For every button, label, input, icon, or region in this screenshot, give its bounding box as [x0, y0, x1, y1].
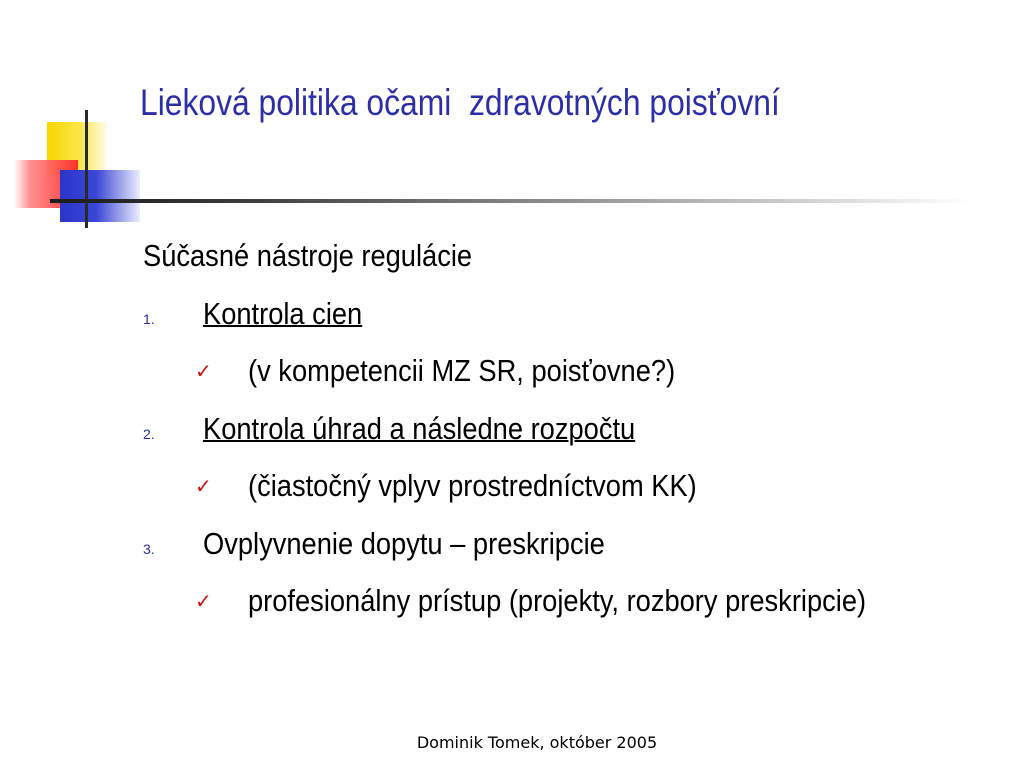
sub-item-3	[143, 583, 1013, 641]
list-item-2	[143, 411, 1013, 469]
intro-row	[143, 238, 1013, 296]
intro-text: Súčasné nástroje regulácie	[143, 238, 473, 273]
sub-item-2	[143, 468, 1013, 526]
check-icon: ✓	[195, 361, 212, 383]
blue-square	[60, 170, 140, 222]
list-number: 1.	[143, 310, 155, 327]
list-item-3	[143, 526, 1013, 584]
vertical-divider	[85, 110, 88, 228]
title-underline-divider	[50, 199, 970, 203]
sub-item-text: (čiastočný vplyv prostredníctvom KK)	[248, 468, 697, 503]
list-item-label: Kontrola úhrad a následne rozpočtu	[203, 410, 636, 446]
sub-item-1	[143, 353, 1013, 411]
check-icon: ✓	[195, 476, 212, 498]
list-number: 2.	[143, 425, 155, 442]
sub-item-text: profesionálny prístup (projekty, rozbory preskripcie)	[248, 583, 867, 618]
footer-text: Dominik Tomek, október 2005	[416, 733, 658, 752]
list-item-label: Kontrola cien	[203, 295, 363, 331]
slide-content	[143, 238, 1013, 641]
list-item-label: Ovplyvnenie dopytu – preskripcie	[203, 525, 605, 561]
sub-item-text: (v kompetencii MZ SR, poisťovne?)	[248, 353, 676, 388]
check-icon: ✓	[195, 591, 212, 613]
slide-title: Lieková politika očami zdravotných poisťovní	[140, 82, 780, 123]
list-number: 3.	[143, 540, 155, 557]
list-item-1	[143, 296, 1013, 354]
